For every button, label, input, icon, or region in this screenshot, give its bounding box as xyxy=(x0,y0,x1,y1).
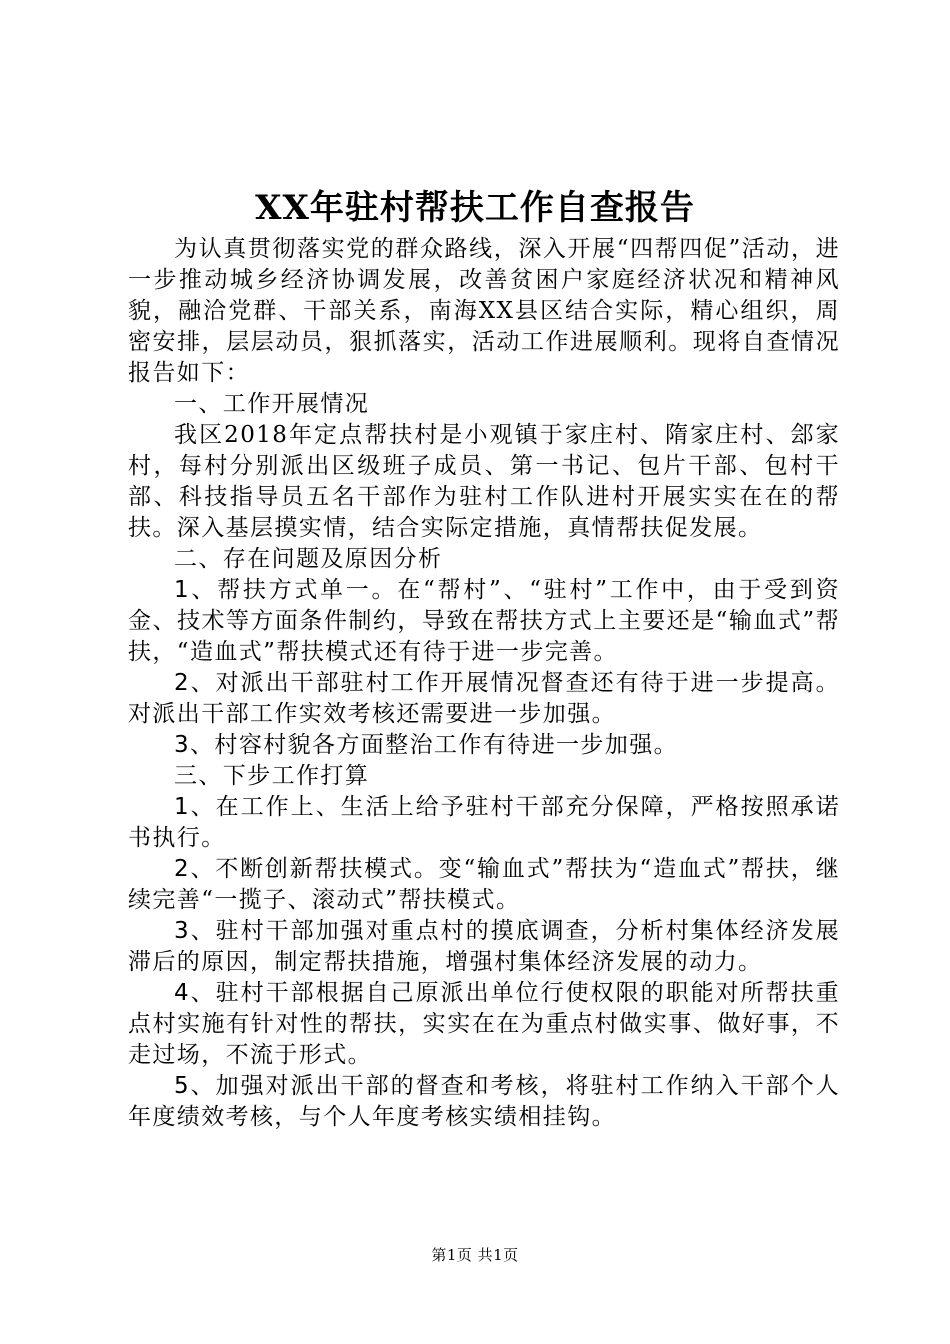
section-2-item-3: 3、村容村貌各方面整治工作有待进一步加强。 xyxy=(174,732,679,758)
section-3-item-2 xyxy=(128,854,840,916)
section-3-item-2-text: 变“输血式”帮扶为“造血式”帮扶，继续完善“一揽子、滚动式”帮扶模式。 xyxy=(128,856,840,913)
section-3-item-2-lead: 2、不断创新帮扶模式。 xyxy=(174,856,439,882)
document-title: XX年驻村帮扶工作自查报告 xyxy=(255,188,695,228)
section-1-heading: 一、工作开展情况 xyxy=(174,391,370,417)
section-2-item-2-text: 对派出干部工作实效考核还需要进一步加强。 xyxy=(128,701,616,727)
section-1-paragraph: 我区2018年定点帮扶村是小观镇于家庄村、隋家庄村、郐家村，每村分别派出区级班子成员、第一书记、包片干部、包村干部、科技指导员五名干部作为驻村工作队进村开展实实在在的帮扶。深入基层摸实情，结合实际定措施，真情帮扶促发展。 xyxy=(128,422,840,541)
page-footer: 第1页 共1页 xyxy=(431,1246,519,1264)
section-3-item-4: 4、驻村干部根据自己原派出单位行使权限的职能对所帮扶重点村实施有针对性的帮扶，实实在在为重点村做实事、做好事，不走过场，不流于形式。 xyxy=(128,980,840,1068)
intro-paragraph: 为认真贯彻落实党的群众路线，深入开展“四帮四促”活动，进一步推动城乡经济协调发展，改善贫困户家庭经济状况和精神风貌，融洽党群、干部关系，南海XX县区结合实际，精心组织，周密安排，层层动员，狠抓落实，活动工作进展顺利。现将自查情况报告如下： xyxy=(128,236,840,386)
section-3-item-3: 3、驻村干部加强对重点村的摸底调查，分析村集体经济发展滞后的原因，制定帮扶措施，增强村集体经济发展的动力。 xyxy=(128,918,840,975)
section-3-heading: 三、下步工作打算 xyxy=(174,763,370,789)
section-2-item-1 xyxy=(128,575,840,668)
section-3-item-5: 5、加强对派出干部的督查和考核，将驻村工作纳入干部个人年度绩效考核，与个人年度考核实绩相挂钩。 xyxy=(128,1073,840,1130)
section-3-item-1: 1、在工作上、生活上给予驻村干部充分保障，严格按照承诺书执行。 xyxy=(128,794,840,851)
section-2-item-1-text: 在“帮村”、“驻村”工作中，由于受到资金、技术等方面条件制约，导致在帮扶方式上主要还是“输血式”帮扶，“造血式”帮扶模式还有待于进一步完善。 xyxy=(128,577,840,665)
section-2-item-2 xyxy=(128,668,840,730)
section-2-item-2-lead: 2、对派出干部驻村工作开展情况督查还有待于进一步提高。 xyxy=(174,670,840,696)
document-body xyxy=(128,234,840,1133)
section-2-item-1-lead: 1、帮扶方式单一。 xyxy=(174,577,398,603)
section-2-heading: 二、存在问题及原因分析 xyxy=(174,546,443,572)
